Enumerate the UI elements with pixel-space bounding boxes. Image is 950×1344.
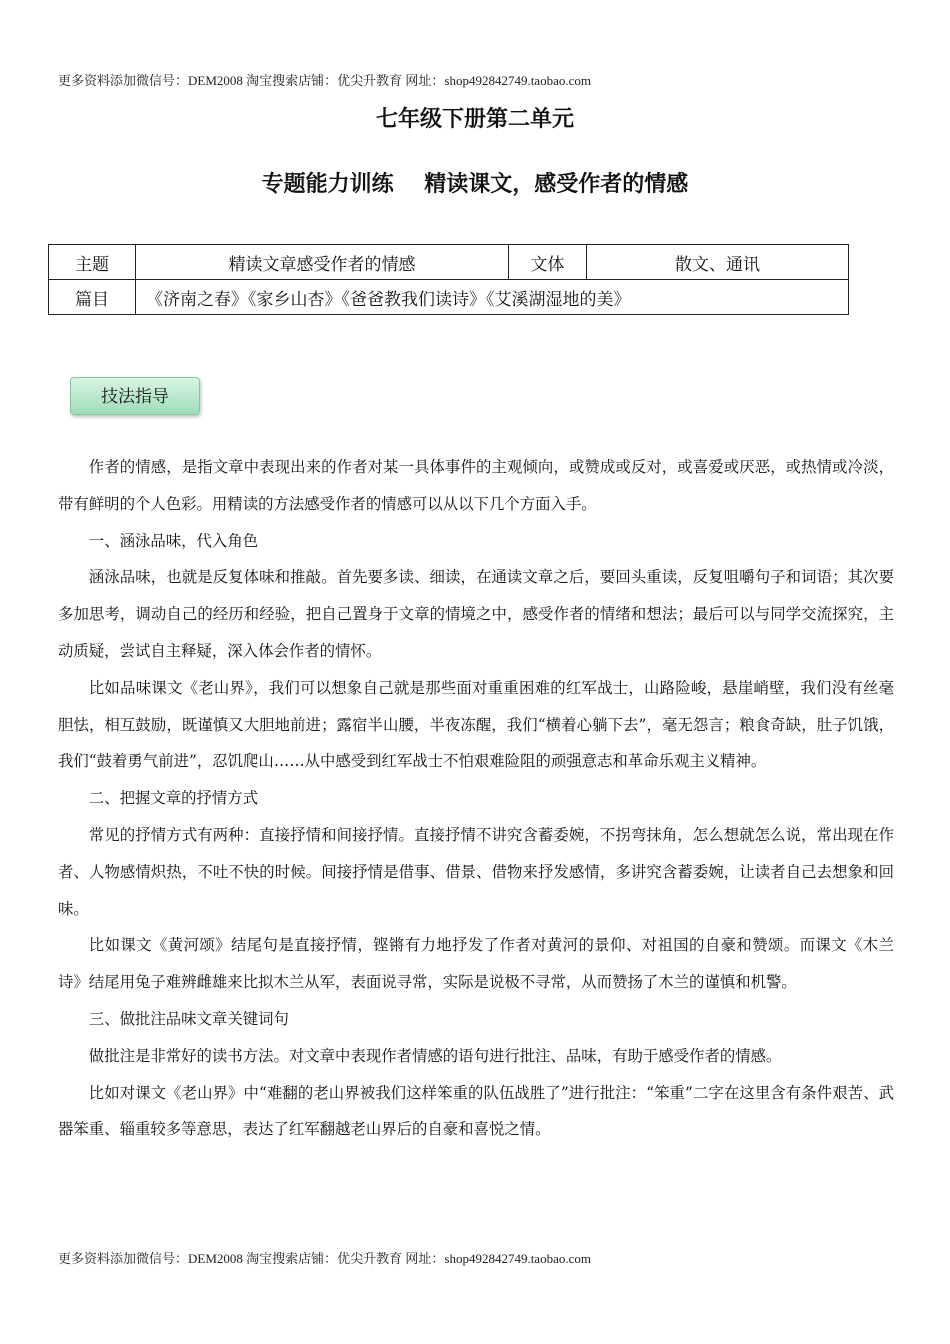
section-heading: 三、做批注品味文章关键词句 <box>88 1009 289 1028</box>
chapters-value-cell: 《济南之春》《家乡山杏》《爸爸教我们读诗》《艾溪湖湿地的美》 <box>136 280 849 315</box>
paragraph: 比如课文《黄河颂》结尾句是直接抒情，铿锵有力地抒发了作者对黄河的景仰、对祖国的自豪和赞颂。而课文《木兰诗》结尾用兔子难辨雌雄来比拟木兰从军，表面说寻常，实际是说极不寻常，从而赞扬了木兰的谨慎和机警。 <box>58 936 894 992</box>
theme-label-cell: 主题 <box>49 245 136 280</box>
section-heading: 一、涵泳品味，代入角色 <box>88 531 259 550</box>
paragraph: 常见的抒情方式有两种：直接抒情和间接抒情。直接抒情不讲究含蓄委婉，不拐弯抹角，怎么想就怎么说，常出现在作者、人物感情炽热，不吐不快的时候。间接抒情是借事、借景、借物来抒发感情，多讲究含蓄委婉，让读者自己去想象和回味。 <box>58 825 894 918</box>
info-table <box>48 244 849 315</box>
table-row <box>49 245 849 280</box>
section-tab-technique-guide: 技法指导 <box>70 377 200 415</box>
page-title: 七年级下册第二单元 <box>375 107 574 132</box>
body-text <box>58 449 894 1148</box>
paragraph: 比如对课文《老山界》中“难翻的老山界被我们这样笨重的队伍战胜了”进行批注：“笨重”二字在这里含有条件艰苦、武器笨重、辎重较多等意思，表达了红军翻越老山界后的自豪和喜悦之情。 <box>58 1083 894 1139</box>
genre-label-cell: 文体 <box>509 245 587 280</box>
paragraph: 做批注是非常好的读书方法。对文章中表现作者情感的语句进行批注、品味，有助于感受作者的情感。 <box>88 1046 782 1065</box>
page-subtitle: 专题能力训练 精读课文，感受作者的情感 <box>261 172 689 197</box>
header-note: 更多资料添加微信号：DEM2008 淘宝搜索店铺：优尖升教育 网址：shop492842749.taobao.com <box>58 73 591 88</box>
theme-value-cell: 精读文章感受作者的情感 <box>136 245 509 280</box>
paragraph: 涵泳品味，也就是反复体味和推敲。首先要多读、细读，在通读文章之后，要回头重读，反复咀嚼句子和词语；其次要多加思考，调动自己的经历和经验，把自己置身于文章的情境之中，感受作者的情绪和想法；最后可以与同学交流探究，主动质疑，尝试自主释疑，深入体会作者的情怀。 <box>58 568 894 660</box>
chapters-label-cell: 篇目 <box>49 280 136 315</box>
footer-note: 更多资料添加微信号：DEM2008 淘宝搜索店铺：优尖升教育 网址：shop492842749.taobao.com <box>58 1251 591 1266</box>
paragraph: 作者的情感，是指文章中表现出来的作者对某一具体事件的主观倾向，或赞成或反对，或喜爱或厌恶，或热情或冷淡，带有鲜明的个人色彩。用精读的方法感受作者的情感可以从以下几个方面入手。 <box>58 458 894 513</box>
paragraph: 比如品味课文《老山界》，我们可以想象自己就是那些面对重重困难的红军战士，山路险峻，悬崖峭壁，我们没有丝毫胆怯，相互鼓励，既谨慎又大胆地前进；露宿半山腰，半夜冻醒，我们“横着心躺下去”，毫无怨言；粮食奇缺，肚子饥饿，我们“鼓着勇气前进”，忍饥爬山……从中感受到红军战士不怕艰难险阻的顽强意志和革命乐观主义精神。 <box>58 678 894 771</box>
table-row <box>49 280 849 315</box>
genre-value-cell: 散文、通讯 <box>587 245 849 280</box>
section-heading: 二、把握文章的抒情方式 <box>88 789 259 808</box>
